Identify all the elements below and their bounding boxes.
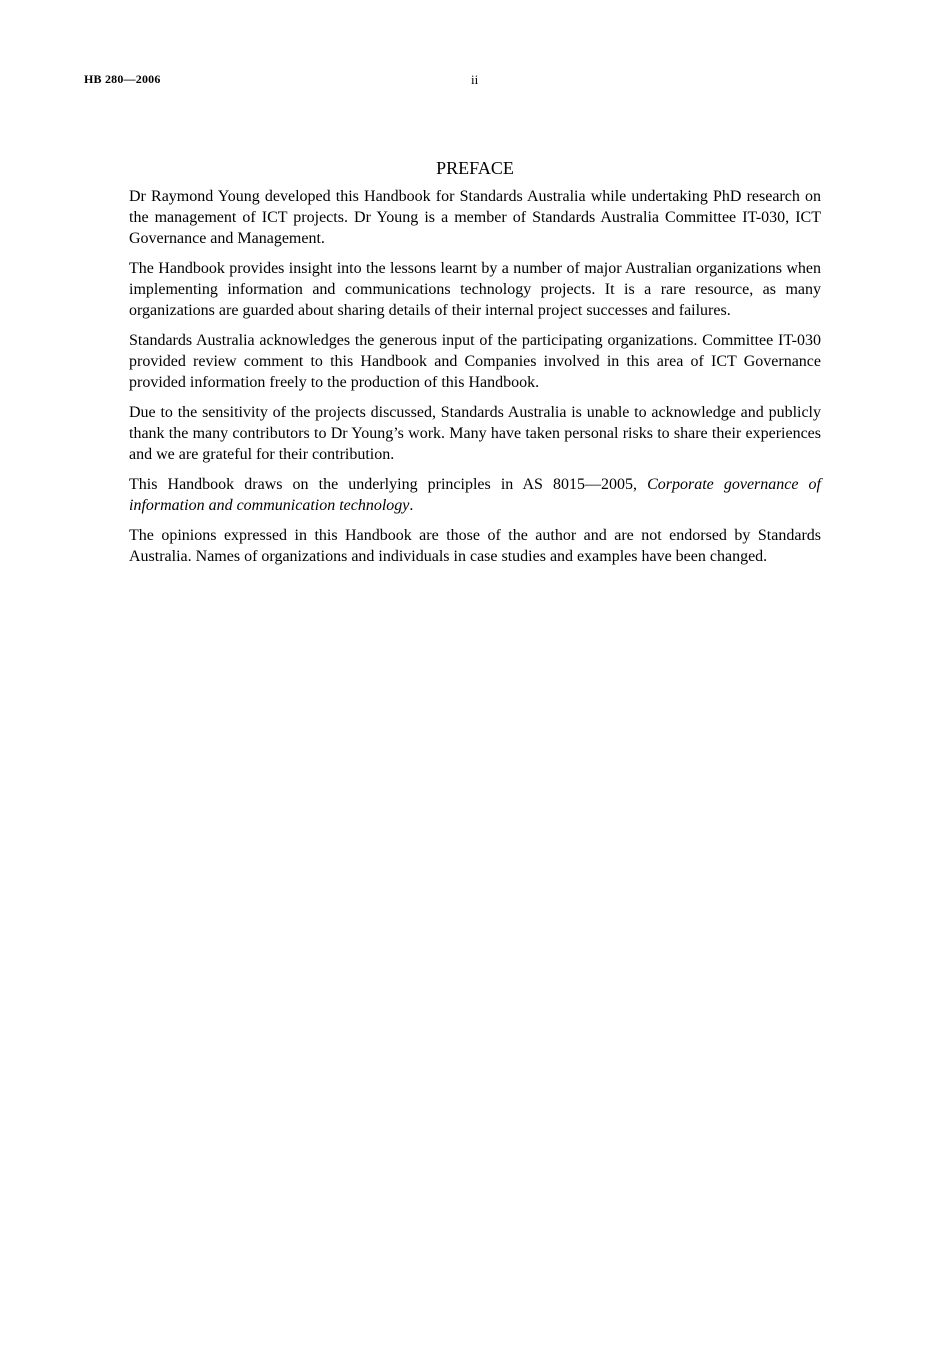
preface-section xyxy=(129,156,821,576)
preface-paragraph-2: The Handbook provides insight into the lessons learnt by a number of major Australian organizations when implementing information and communications technology projects. It is a rare resource, as many organizations are guarded about sharing details of their internal project successes and failures. xyxy=(129,260,821,319)
principles-lead-text: This Handbook draws on the underlying principles in AS 8015—2005, xyxy=(129,476,648,493)
preface-title: PREFACE xyxy=(436,158,514,178)
preface-paragraph-1: Dr Raymond Young developed this Handbook for Standards Australia while undertaking PhD research on the management of ICT projects. Dr Young is a member of Standards Australia Committee IT-030, ICT Governance and Management. xyxy=(129,188,821,247)
page-number: ii xyxy=(471,72,479,87)
preface-paragraph-3: Standards Australia acknowledges the generous input of the participating organizations. Committee IT-030 provided review comment to this Handbook and Companies involved in this area of ICT Governance provided information freely to the production of this Handbook. xyxy=(129,332,821,391)
preface-paragraph-disclaimer: The opinions expressed in this Handbook are those of the author and are not endorsed by Standards Australia. Names of organizations and individuals in case studies and examples have been changed. xyxy=(129,527,821,565)
running-header xyxy=(84,72,866,90)
standard-title-italic: Corporate governance of information and communication technology xyxy=(129,476,822,514)
document-id: HB 280—2006 xyxy=(84,72,161,86)
preface-paragraph-principles xyxy=(129,474,821,516)
principles-trail-text: . xyxy=(409,497,414,514)
preface-paragraph-4: Due to the sensitivity of the projects discussed, Standards Australia is unable to acknowledge and publicly thank the many contributors to Dr Young’s work. Many have taken personal risks to share their experiences and we are grateful for their contribution. xyxy=(129,404,821,463)
